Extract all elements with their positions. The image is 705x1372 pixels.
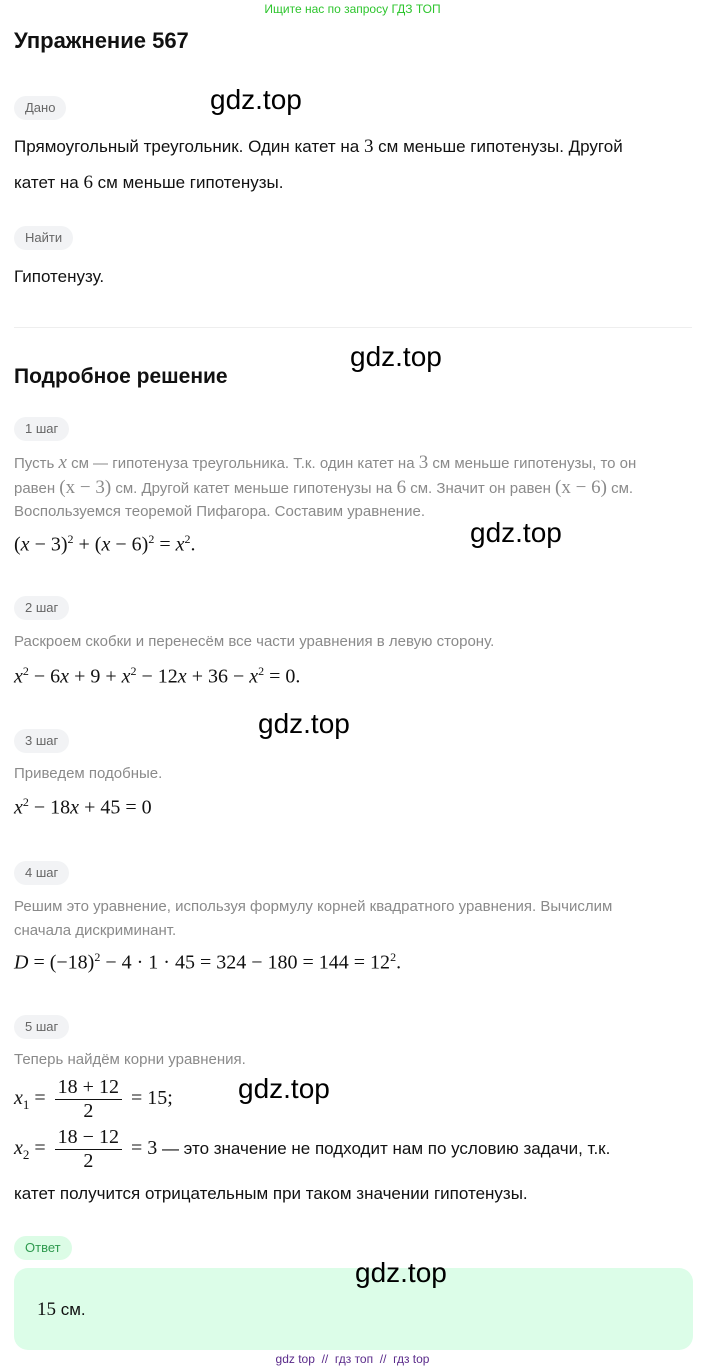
find-text: Гипотенузу. bbox=[14, 267, 105, 286]
step-2-text: Раскроем скобки и перенесём все части уравнения в левую сторону. bbox=[14, 633, 495, 650]
divider bbox=[14, 327, 692, 328]
step-2-label: 2 шаг bbox=[14, 596, 69, 620]
watermark: gdz.top bbox=[238, 1073, 330, 1104]
equation-x1: $x_1$ = $\frac{18 + 12}{2}$ = 15; bbox=[14, 1076, 173, 1122]
step-1-label: 1 шаг bbox=[14, 417, 69, 441]
footer-links[interactable]: gdz top // гдз топ // гдз top bbox=[275, 1352, 430, 1366]
step-4-text: Решим это уравнение, используя формулу корней квадратного уравнения. Вычислим сначала дискриминант. bbox=[14, 898, 613, 939]
watermark: gdz.top bbox=[350, 341, 442, 372]
watermark: gdz.top bbox=[258, 708, 350, 739]
step-3-text: Приведем подобные. bbox=[14, 765, 163, 782]
find-label: Найти bbox=[14, 226, 73, 250]
step-3-label: 3 шаг bbox=[14, 729, 69, 753]
watermark: gdz.top bbox=[210, 84, 302, 115]
step-5-label: 5 шаг bbox=[14, 1015, 69, 1039]
step-5-note: катет получится отрицательным при таком значении гипотенузы. bbox=[14, 1184, 528, 1203]
equation-2: $x^2 - 6x + 9 + x^2 - 12x + 36 - x^2 = 0$. bbox=[14, 664, 301, 688]
equation-3: $x^2 - 18x + 45 = 0$ bbox=[14, 795, 152, 819]
page-title: Упражнение 567 bbox=[14, 28, 189, 53]
equation-1: $(x - 3)^2 + (x - 6)^2 = x^2$. bbox=[14, 532, 196, 556]
answer-label: Ответ bbox=[14, 1236, 72, 1260]
answer-text: 15 см. bbox=[37, 1299, 86, 1320]
equation-4: $D = (-18)^2 - 4 \cdot 1 \cdot 45 = 324 - 180 = 144 = 12^2$. bbox=[14, 950, 402, 974]
step-4-label: 4 шаг bbox=[14, 861, 69, 885]
search-banner: Ищите нас по запросу ГДЗ ТОП bbox=[264, 2, 441, 16]
step-5-text: Теперь найдём корни уравнения. bbox=[14, 1051, 246, 1068]
equation-x2: $x_2$ = $\frac{18 - 12}{2}$ = 3 — это значение не подходит нам по условию задачи, т.к. bbox=[14, 1126, 611, 1172]
given-label: Дано bbox=[14, 96, 66, 120]
step-1-text: Пусть x см — гипотенуза треугольника. Т.к. один катет на 3 см меньше гипотенузы, то он равен (x − 3) см. Другой катет меньше гипотенузы на 6 см. Значит он равен (x − 6) см. Воспользуемся теоремой Пифагора. Составим уравнение. bbox=[14, 452, 637, 520]
watermark: gdz.top bbox=[470, 517, 562, 548]
solution-title: Подробное решение bbox=[14, 365, 228, 388]
watermark: gdz.top bbox=[355, 1257, 447, 1288]
given-text: Прямоугольный треугольник. Один катет на 3 см меньше гипотенузы. Другой катет на 6 см меньше гипотенузы. bbox=[14, 136, 623, 193]
